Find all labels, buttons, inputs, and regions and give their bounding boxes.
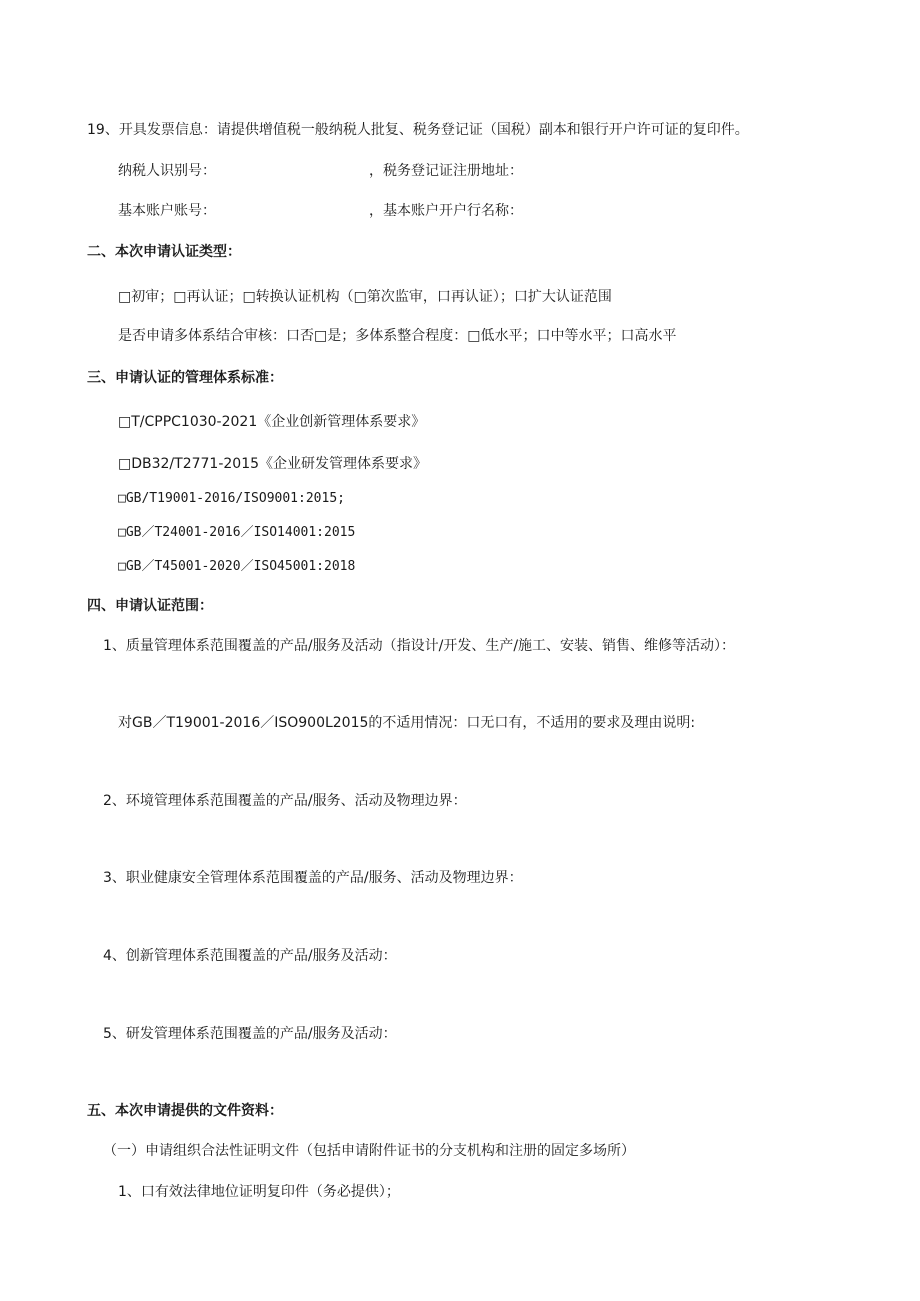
scope-quality-exclusion-note[interactable]: 对GB／T19001-2016／ISO900L2015的不适用情况：口无口有，不适用的要求及理由说明: bbox=[118, 715, 696, 731]
scope-item-ohs: 3、职业健康安全管理体系范围覆盖的产品/服务、活动及物理边界： bbox=[103, 870, 523, 886]
standard-option[interactable]: □GB／T45001-2020／ISO45001:2018 bbox=[118, 559, 356, 574]
standard-option[interactable]: □DB32/T2771-2015《企业研发管理体系要求》 bbox=[118, 456, 428, 472]
legal-status-option[interactable]: 1、口有效法律地位证明复印件（务必提供）； bbox=[118, 1184, 400, 1200]
basic-account-row bbox=[118, 202, 523, 220]
scope-item-quality: 1、质量管理体系范围覆盖的产品/服务及活动（指设计/开发、生产/施工、安装、销售、维修等活动）： bbox=[103, 638, 736, 654]
cert-type-options[interactable]: □初审；□再认证；□转换认证机构（□第次监审，口再认证）；口扩大认证范围 bbox=[118, 289, 612, 305]
multi-system-options[interactable]: 是否申请多体系结合审核：口否□是；多体系整合程度：□低水平；口中等水平；口高水平 bbox=[118, 328, 677, 344]
standard-option[interactable]: □T/CPPC1030-2021《企业创新管理体系要求》 bbox=[118, 414, 426, 430]
scope-item-innovation: 4、创新管理体系范围覆盖的产品/服务及活动： bbox=[103, 948, 397, 964]
scope-item-rnd: 5、研发管理体系范围覆盖的产品/服务及活动： bbox=[103, 1026, 397, 1042]
taxpayer-id-row bbox=[118, 162, 523, 180]
scope-item-environment: 2、环境管理体系范围覆盖的产品/服务、活动及物理边界： bbox=[103, 793, 467, 809]
invoice-info-line: 19、开具发票信息：请提供增值税一般纳税人批复、税务登记证（国税）副本和银行开户许可证的复印件。 bbox=[87, 122, 749, 138]
basic-bank-label: ，基本账户开户行名称： bbox=[369, 203, 523, 219]
standard-option[interactable]: □GB／T24001-2016／ISO14001:2015 bbox=[118, 525, 356, 540]
section-3-title: 三、申请认证的管理体系标准： bbox=[87, 370, 283, 386]
section-4-title: 四、申请认证范围： bbox=[87, 598, 213, 614]
tax-reg-address-label: ，税务登记证注册地址： bbox=[369, 163, 523, 179]
taxpayer-id-label: 纳税人识别号： bbox=[118, 163, 216, 179]
section-2-title: 二、本次申请认证类型： bbox=[87, 244, 241, 260]
standard-option[interactable]: □GB/T19001-2016/ISO9001:2015; bbox=[118, 491, 345, 506]
section-5-title: 五、本次申请提供的文件资料： bbox=[87, 1103, 283, 1119]
legal-docs-subtitle: （一）申请组织合法性证明文件（包括申请附件证书的分支机构和注册的固定多场所） bbox=[103, 1143, 635, 1159]
basic-account-label: 基本账户账号： bbox=[118, 203, 216, 219]
